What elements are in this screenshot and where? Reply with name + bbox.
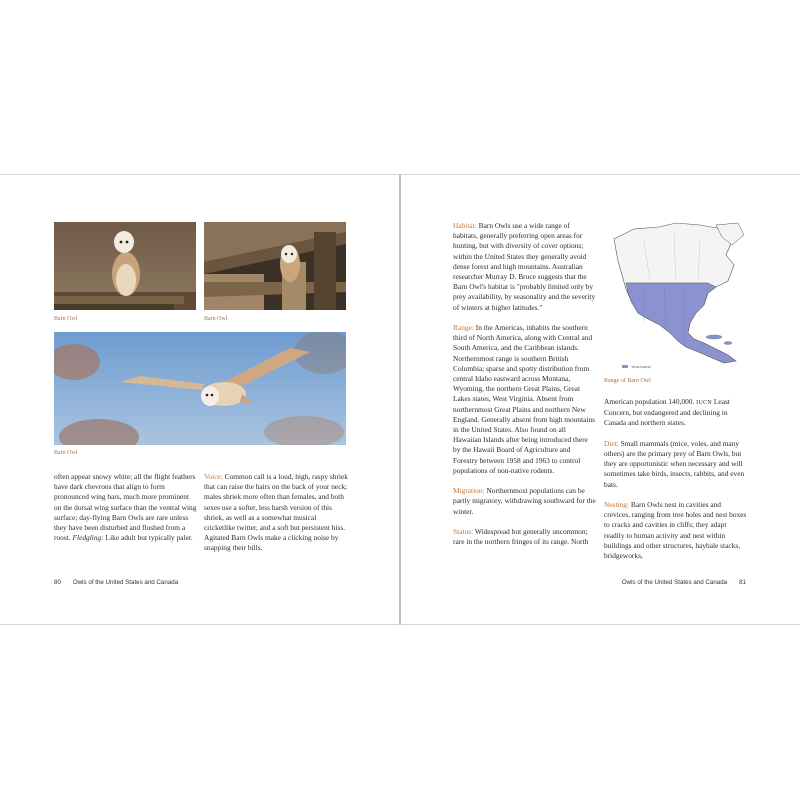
iucn-abbrev: IUCN — [696, 400, 713, 406]
habitat-text: Barn Owls use a wide range of habitats, generally preferring open areas for hunting, but with diversity of cover options; within the United States they generally avoid dense forest and high mountains. Australian researcher Murray D. Bruce suggests that the Barn Owl's habitat is "probably limited only by prey availability, by seasonality and the severity of winters at higher latitudes." — [453, 221, 596, 312]
status-cont-pre: American population 140,000. — [604, 397, 697, 406]
left-column-1 — [54, 472, 198, 554]
photo-barn-owl-flying — [54, 332, 346, 445]
caption-photo1: Barn Owl — [54, 316, 78, 322]
left-folio — [54, 579, 178, 586]
nesting-heading: Nesting: — [604, 500, 630, 509]
photo-barn-owl-perched — [54, 222, 196, 310]
running-title-right: Owls of the United States and Canada — [621, 579, 728, 586]
migration-heading: Migration: — [453, 486, 485, 496]
right-folio — [622, 579, 746, 586]
page-gutter — [399, 174, 401, 625]
left-column-2 — [204, 472, 348, 564]
nesting-text: Barn Owls nest in cavities and crevices, ranging from tree holes and nest boxes to cracks and cavities in cliffs; they adapt readily to human activity and nest within buildings and other structures, haybale stacks, bridgeworks, — [604, 500, 747, 561]
page-number-left: 80 — [54, 579, 61, 586]
range-text: In the Americas, inhabits the southern third of North America, along with Central and South America, and the Caribbean islands. Northernmost range is southern British Columbia; sparse and spotty distribution from central Idaho eastward across Montana, Wyoming, the northern Great Plains, Great Lakes states, West Virginia. Absent from northernmost Great Plains and northern New England. Generally absent from high mountains in the United States. Also found on all Hawaiian Islands after being introduced there by the Hawaii Board of Agriculture and Forestry between 1958 and 1963 to control populations of non-native rodents. — [453, 323, 596, 475]
range-map — [604, 221, 746, 371]
right-column-1 — [453, 221, 596, 558]
caption-photo3: Barn Owl — [54, 450, 78, 456]
voice-heading: Voice: — [204, 472, 223, 481]
habitat-heading: Habitat: — [453, 221, 477, 230]
diet-text: Small mammals (mice, voles, and many others) are the primary prey of Barn Owls, but they are opportunistic when necessary and will sometimes take birds, insects, rabbits, and even bats. — [604, 438, 745, 489]
range-heading: Range: — [453, 323, 474, 333]
diet-heading: Diet: — [604, 438, 619, 448]
voice-text: Common call is a loud, high, raspy shriek that can raise the hairs on the back of your neck; males shriek more often than females, and both sexes use a softer, less harsh version of this shriek, as well as a somewhat musical cricketlike twitter, and a soft but persistent hiss. Agitated Barn Owls make a clicking noise by snapping their bills. — [204, 472, 348, 553]
running-title-left: Owls of the United States and Canada — [72, 579, 179, 586]
fledgling-text: Like adult but typically paler. — [103, 533, 193, 543]
fledgling-label: Fledgling: — [72, 533, 104, 543]
right-column-2 — [604, 397, 747, 571]
map-caption: Range of Barn Owl — [604, 378, 651, 384]
status-text: Widespread but generally uncommon; rare in the northern fringes of its range. North — [453, 527, 589, 547]
status-cont-post: Least Concern, but endangered and declining in Canada and northern states. — [604, 397, 730, 428]
migration-text: Northernmost populations can be partly migratory, withdrawing southward for the winter. — [453, 486, 596, 516]
photo-barn-owl-in-barn — [204, 222, 346, 310]
year-round-swatch — [622, 365, 628, 368]
map-legend-label: Year-round — [631, 364, 651, 369]
description-text: often appear snowy white; all the flight feathers have dark chevrons that align to form pronounced wing bars, much more prominent on the dorsal wing surface than the ventral wing surface; day-flying Barn Owls are rare unless they have been disturbed and flushed from a roost. — [54, 472, 197, 543]
map-legend — [622, 364, 651, 369]
status-heading: Status: — [453, 527, 474, 537]
page-number-right: 81 — [739, 579, 746, 586]
caption-photo2: Barn Owl — [204, 316, 228, 322]
